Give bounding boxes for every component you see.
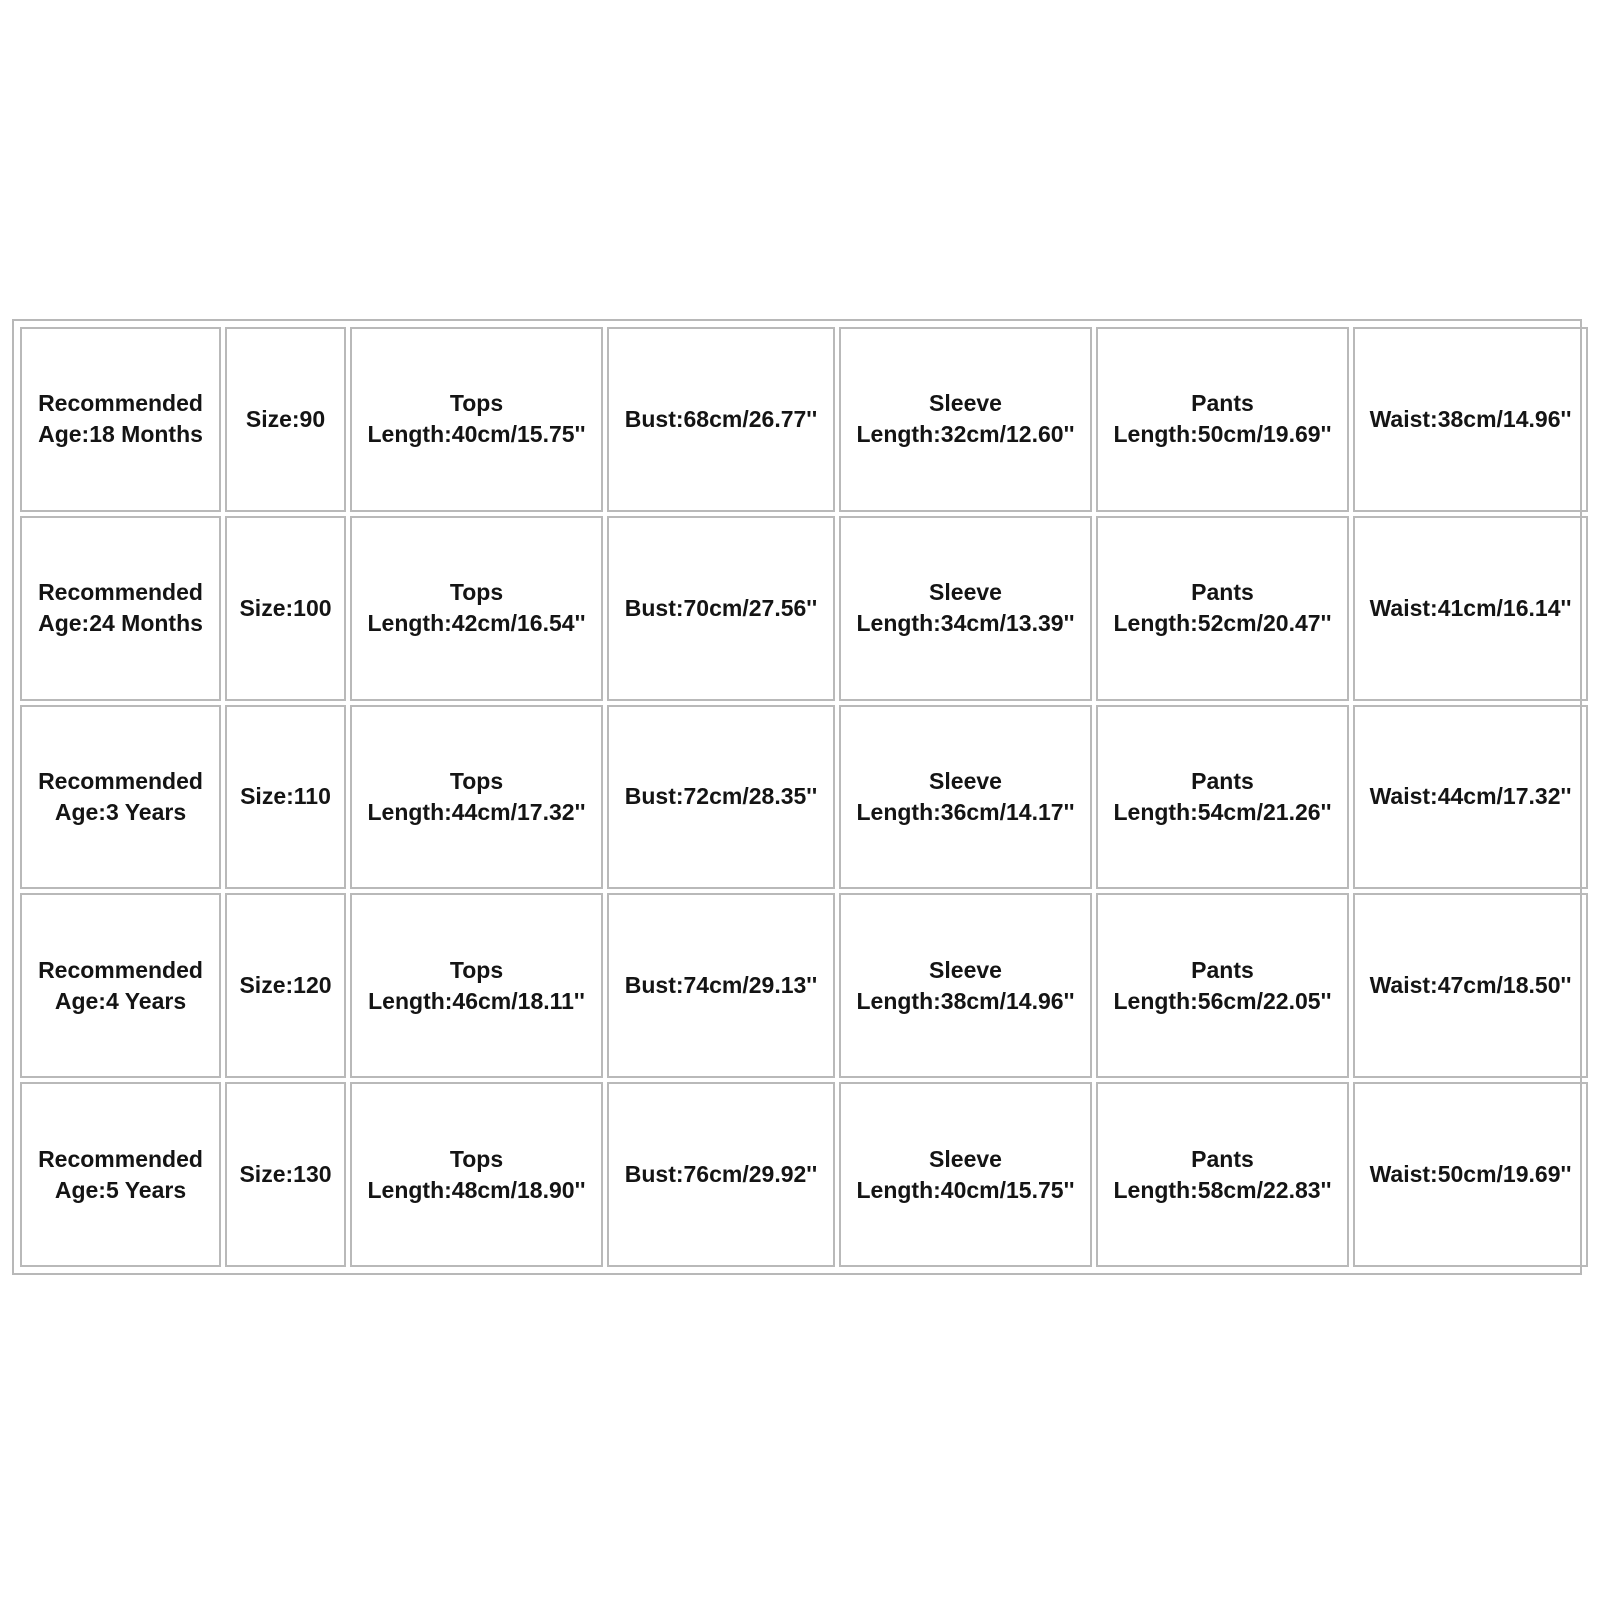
size-cell: Size:130: [225, 1082, 346, 1267]
waist-cell: Waist:50cm/19.69'': [1353, 1082, 1588, 1267]
size-cell: Size:90: [225, 327, 346, 512]
bust-cell: Bust:70cm/27.56'': [607, 516, 835, 701]
waist-cell: Waist:38cm/14.96'': [1353, 327, 1588, 512]
age-cell: Recommended Age:24 Months: [20, 516, 221, 701]
table-row: [20, 705, 1588, 890]
sleeve-length-cell: Sleeve Length:32cm/12.60'': [839, 327, 1092, 512]
pants-length-cell: Pants Length:50cm/19.69'': [1096, 327, 1349, 512]
pants-length-cell: Pants Length:52cm/20.47'': [1096, 516, 1349, 701]
waist-cell: Waist:44cm/17.32'': [1353, 705, 1588, 890]
size-cell: Size:100: [225, 516, 346, 701]
age-cell: Recommended Age:3 Years: [20, 705, 221, 890]
pants-length-cell: Pants Length:58cm/22.83'': [1096, 1082, 1349, 1267]
waist-cell: Waist:47cm/18.50'': [1353, 893, 1588, 1078]
pants-length-cell: Pants Length:56cm/22.05'': [1096, 893, 1349, 1078]
table-row: [20, 327, 1588, 512]
size-cell: Size:120: [225, 893, 346, 1078]
sleeve-length-cell: Sleeve Length:34cm/13.39'': [839, 516, 1092, 701]
sleeve-length-cell: Sleeve Length:36cm/14.17'': [839, 705, 1092, 890]
tops-length-cell: Tops Length:42cm/16.54'': [350, 516, 603, 701]
waist-cell: Waist:41cm/16.14'': [1353, 516, 1588, 701]
age-cell: Recommended Age:4 Years: [20, 893, 221, 1078]
table-row: [20, 893, 1588, 1078]
bust-cell: Bust:72cm/28.35'': [607, 705, 835, 890]
size-cell: Size:110: [225, 705, 346, 890]
tops-length-cell: Tops Length:40cm/15.75'': [350, 327, 603, 512]
tops-length-cell: Tops Length:46cm/18.11'': [350, 893, 603, 1078]
bust-cell: Bust:76cm/29.92'': [607, 1082, 835, 1267]
sleeve-length-cell: Sleeve Length:38cm/14.96'': [839, 893, 1092, 1078]
age-cell: Recommended Age:5 Years: [20, 1082, 221, 1267]
size-chart-table: [16, 323, 1592, 1271]
tops-length-cell: Tops Length:44cm/17.32'': [350, 705, 603, 890]
table-row: [20, 1082, 1588, 1267]
sleeve-length-cell: Sleeve Length:40cm/15.75'': [839, 1082, 1092, 1267]
tops-length-cell: Tops Length:48cm/18.90'': [350, 1082, 603, 1267]
pants-length-cell: Pants Length:54cm/21.26'': [1096, 705, 1349, 890]
table-row: [20, 516, 1588, 701]
age-cell: Recommended Age:18 Months: [20, 327, 221, 512]
size-chart: [12, 319, 1582, 1275]
bust-cell: Bust:74cm/29.13'': [607, 893, 835, 1078]
bust-cell: Bust:68cm/26.77'': [607, 327, 835, 512]
